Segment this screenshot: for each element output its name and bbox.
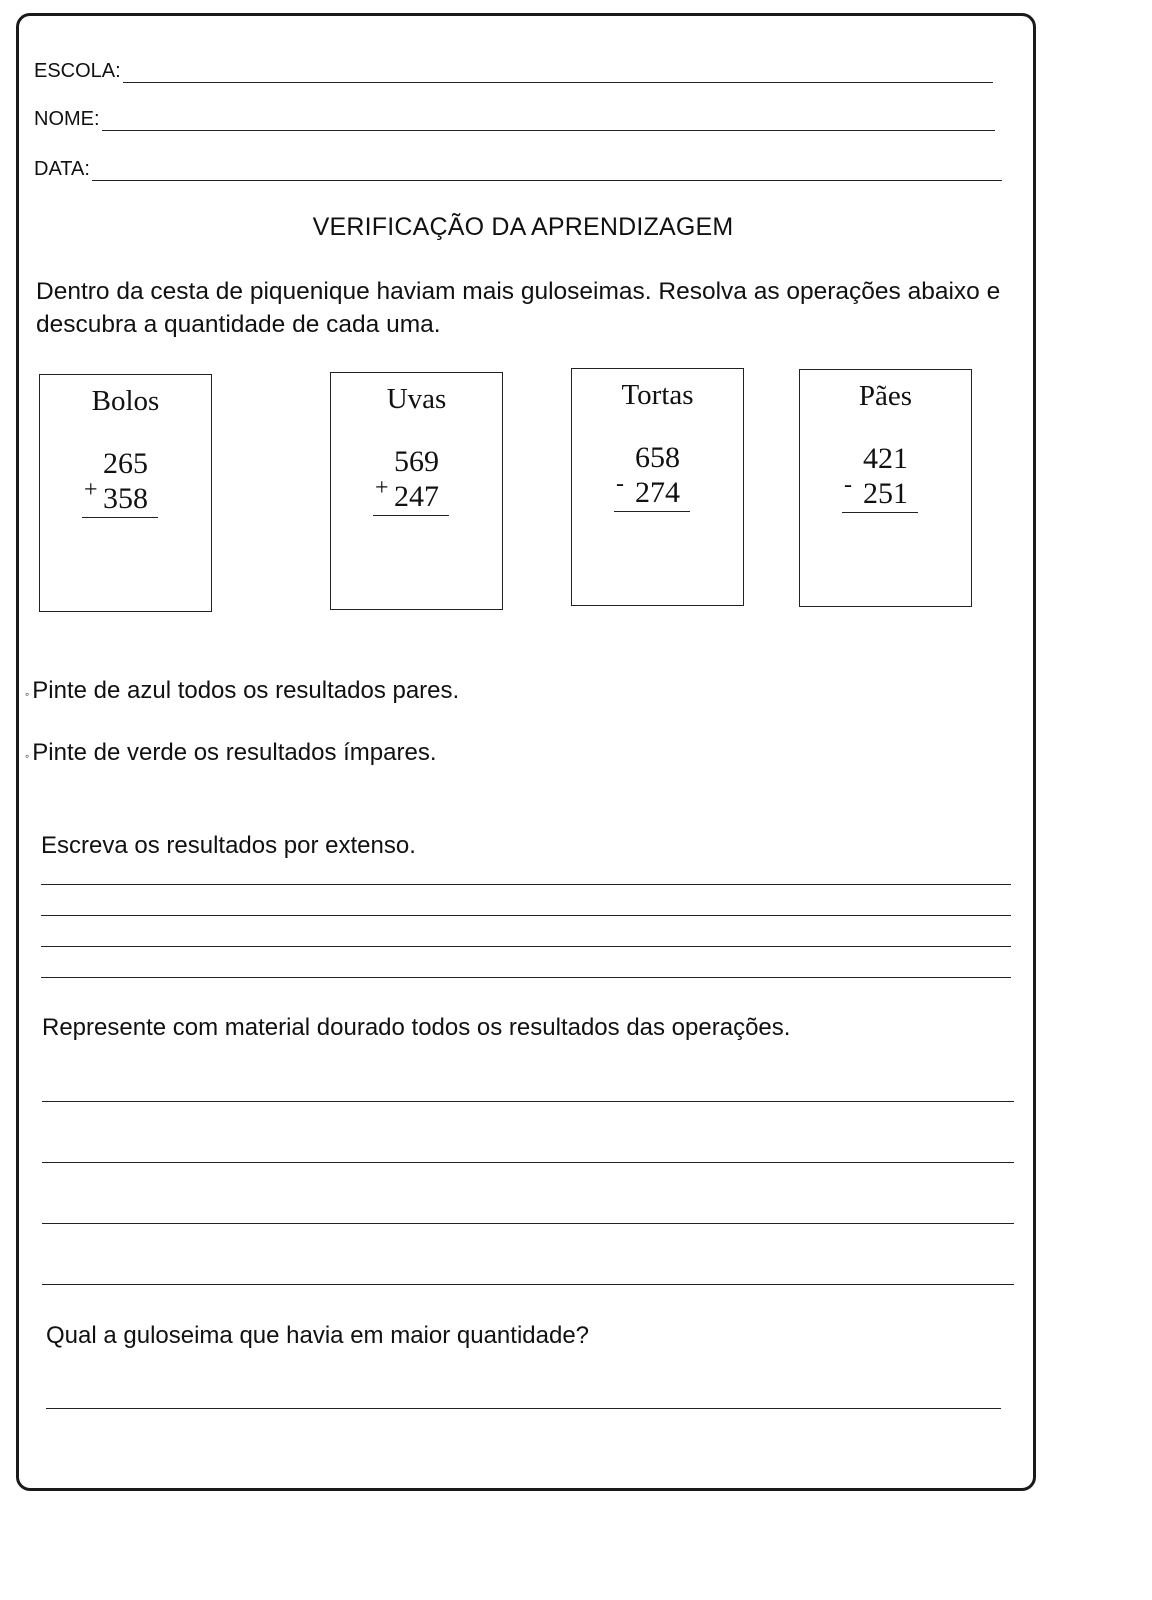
intro-text: Dentro da cesta de piquenique haviam mais guloseimas. Resolva as operações abaixo e descubra a quantidade de cada uma. <box>36 278 1001 338</box>
sum-line <box>614 511 690 512</box>
answer-line[interactable] <box>41 884 1011 885</box>
operation-box-paes <box>799 369 972 607</box>
answer-line[interactable] <box>42 1101 1014 1102</box>
page-title: VERIFICAÇÃO DA APRENDIZAGEM <box>312 213 734 241</box>
answer-line[interactable] <box>41 915 1011 916</box>
box-operator: + <box>375 475 389 501</box>
operation-box-tortas <box>571 368 744 606</box>
escola-line[interactable] <box>123 68 993 83</box>
data-line[interactable] <box>92 166 1002 181</box>
answer-line[interactable] <box>42 1223 1014 1224</box>
answer-line[interactable] <box>41 946 1011 947</box>
box-title: Bolos <box>91 385 160 417</box>
box-title: Tortas <box>621 379 694 411</box>
nome-field[interactable] <box>34 108 995 131</box>
box-operator: - <box>844 472 852 498</box>
sum-line <box>373 515 449 516</box>
sum-line <box>82 517 158 518</box>
operation-box-uvas <box>330 372 503 610</box>
question-material: Represente com material dourado todos os resultados das operações. <box>42 1014 791 1041</box>
box-title: Uvas <box>386 383 447 415</box>
answer-line[interactable] <box>41 977 1011 978</box>
data-field[interactable] <box>34 158 1002 181</box>
box-bottom-number: 274 <box>635 476 680 509</box>
sum-line <box>842 512 918 513</box>
box-top-number: 421 <box>863 442 908 475</box>
box-bottom-number: 358 <box>103 482 148 515</box>
nome-line[interactable] <box>102 116 995 131</box>
box-operator: - <box>616 471 624 497</box>
answer-line[interactable] <box>46 1408 1001 1409</box>
data-label: DATA: <box>34 158 90 180</box>
box-top-number: 265 <box>103 447 148 480</box>
box-title: Pães <box>858 380 913 412</box>
escola-field[interactable] <box>34 60 993 83</box>
nome-label: NOME: <box>34 108 100 130</box>
instruction-item <box>25 677 459 705</box>
operation-box-bolos <box>39 374 212 612</box>
box-bottom-number: 247 <box>394 480 439 513</box>
box-bottom-number: 251 <box>863 477 908 510</box>
answer-line[interactable] <box>42 1162 1014 1163</box>
question-extenso: Escreva os resultados por extenso. <box>41 832 416 859</box>
question-maior: Qual a guloseima que havia em maior quantidade? <box>46 1322 590 1349</box>
instruction-text: Pinte de verde os resultados ímpares. <box>32 739 437 766</box>
instruction-text: Pinte de azul todos os resultados pares. <box>32 677 460 704</box>
box-operator: + <box>84 477 98 503</box>
box-top-number: 658 <box>635 441 680 474</box>
bullet-icon: ◦ <box>25 687 30 701</box>
bullet-icon: ◦ <box>25 749 30 763</box>
answer-line[interactable] <box>42 1284 1014 1285</box>
box-top-number: 569 <box>394 445 439 478</box>
escola-label: ESCOLA: <box>34 60 121 82</box>
instruction-item <box>25 739 436 767</box>
